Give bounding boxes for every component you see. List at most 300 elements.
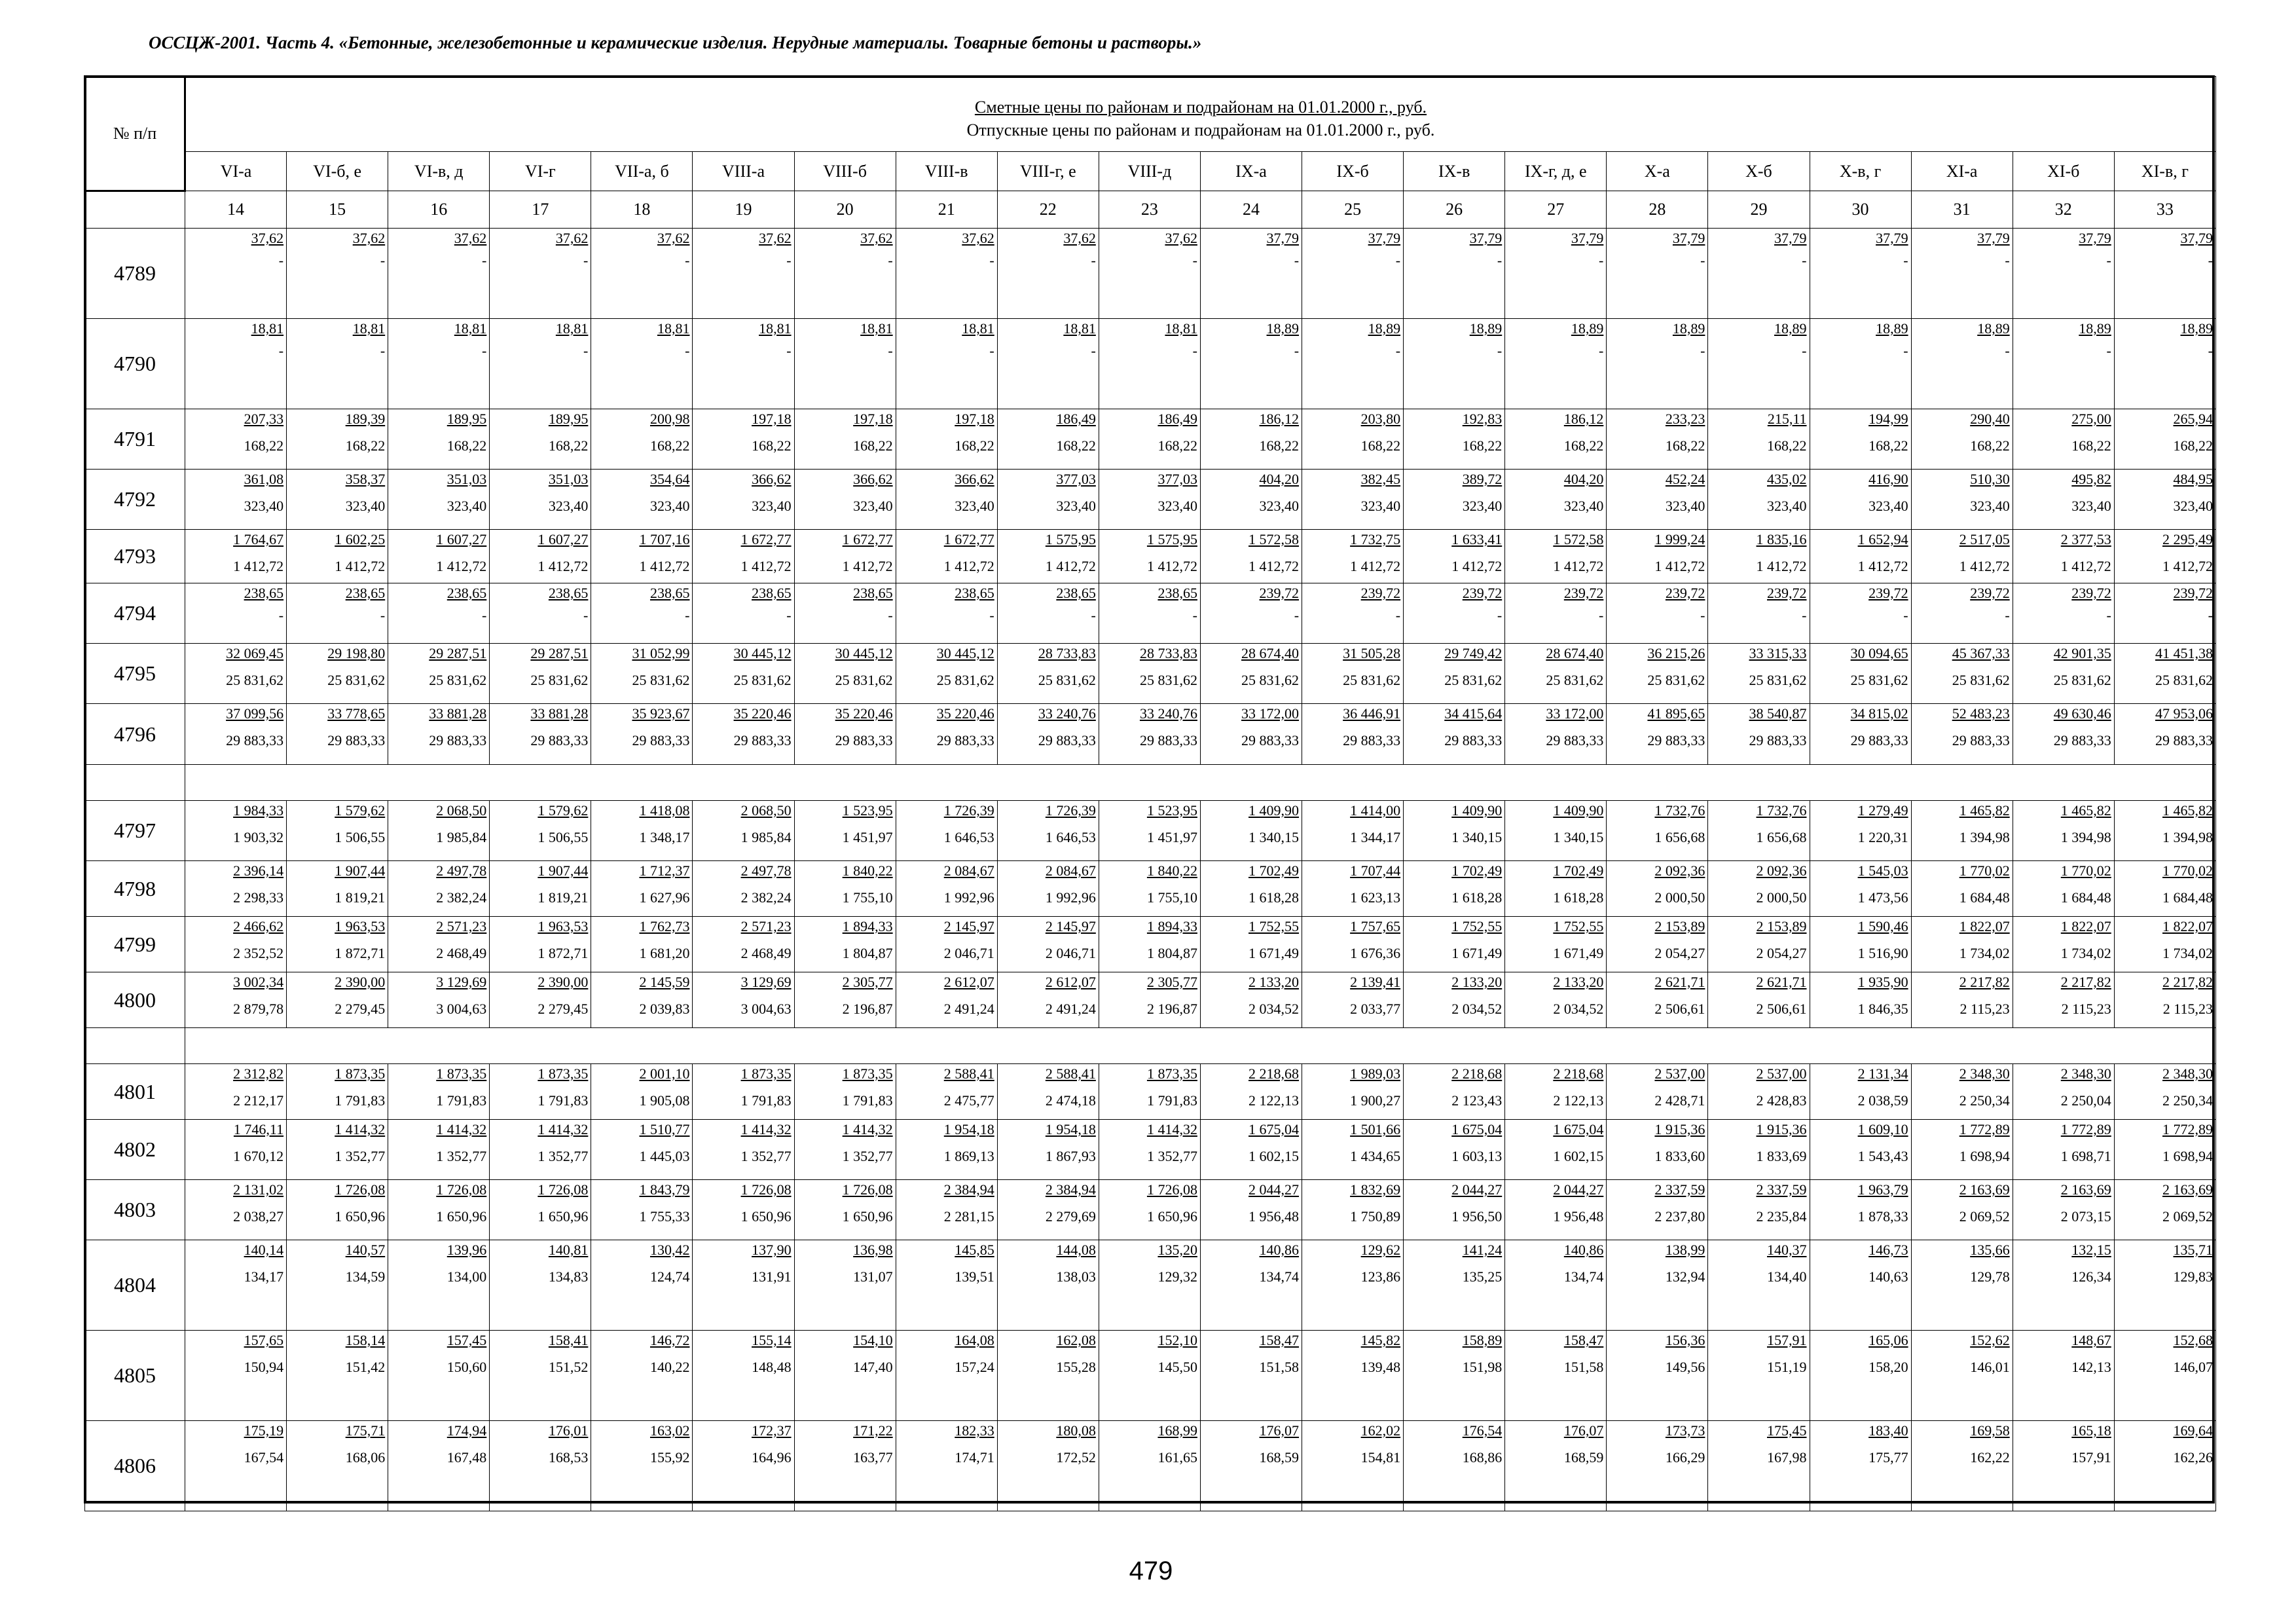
release-price: 167,48 — [446, 1449, 487, 1466]
price-cell — [693, 1120, 794, 1180]
price-cell — [388, 644, 490, 704]
release-price: 168,22 — [1056, 437, 1096, 454]
table-row — [85, 1180, 2216, 1240]
price-cell — [997, 972, 1099, 1028]
price-cell — [185, 1331, 287, 1421]
price-cell — [1200, 801, 1302, 861]
release-price: - — [1802, 252, 1807, 268]
release-price: 164,96 — [752, 1449, 792, 1466]
release-price: 1 506,55 — [335, 829, 386, 845]
estimated-price: 1 675,04 — [1248, 1121, 1300, 1137]
release-price: 2 046,71 — [1045, 945, 1096, 961]
release-price: 1 846,35 — [1857, 1001, 1908, 1017]
release-price: 2 000,50 — [1756, 889, 1807, 906]
release-price: 2 033,77 — [1350, 1001, 1401, 1017]
release-price: - — [583, 607, 589, 623]
release-price: 25 831,62 — [835, 672, 893, 688]
price-cell — [388, 1421, 490, 1511]
price-cell — [794, 704, 896, 765]
price-cell — [490, 644, 591, 704]
release-price: 2 382,24 — [740, 889, 792, 906]
price-cell — [896, 644, 997, 704]
estimated-price: 1 840,22 — [842, 862, 893, 879]
release-price: 154,81 — [1360, 1449, 1401, 1466]
table-row — [85, 409, 2216, 470]
release-price: 25 831,62 — [530, 672, 589, 688]
price-cell — [1302, 1180, 1404, 1240]
price-cell — [185, 861, 287, 917]
estimated-price: 361,08 — [244, 471, 284, 487]
release-price: 1 684,48 — [2162, 889, 2213, 906]
price-cell — [1505, 1331, 1607, 1421]
estimated-price: 158,89 — [1462, 1332, 1503, 1348]
region-header: IX-а — [1200, 152, 1302, 191]
price-cell — [997, 917, 1099, 972]
estimated-price: 137,90 — [752, 1242, 792, 1258]
table-row — [85, 644, 2216, 704]
estimated-price: 37,79 — [1469, 230, 1503, 246]
estimated-price: 36 215,26 — [1647, 645, 1705, 661]
estimated-price: 2 295,49 — [2162, 531, 2213, 547]
estimated-price: 37,79 — [1876, 230, 1908, 246]
price-cell — [1099, 1240, 1200, 1331]
estimated-price: 2 384,94 — [943, 1181, 994, 1198]
price-cell — [1607, 319, 1708, 409]
estimated-price: 2 337,59 — [1756, 1181, 1807, 1198]
release-price: 2 237,80 — [1654, 1208, 1705, 1225]
estimated-price: 35 220,46 — [936, 705, 994, 722]
estimated-price: 1 732,75 — [1350, 531, 1401, 547]
release-price: - — [481, 607, 487, 623]
row-number: 4800 — [85, 972, 185, 1028]
release-price: 25 831,62 — [2053, 672, 2111, 688]
release-price: 2 034,52 — [1553, 1001, 1604, 1017]
release-price: - — [1294, 607, 1300, 623]
price-cell — [1099, 917, 1200, 972]
price-cell — [693, 583, 794, 644]
estimated-price: 49 630,46 — [2053, 705, 2111, 722]
estimated-price: 351,03 — [446, 471, 487, 487]
estimated-price: 238,65 — [446, 585, 487, 601]
release-price: 29 883,33 — [2053, 732, 2111, 748]
price-cell — [1505, 644, 1607, 704]
estimated-price: 2 131,02 — [233, 1181, 284, 1198]
estimated-price: 2 517,05 — [1959, 531, 2010, 547]
price-cell — [1505, 972, 1607, 1028]
release-price: 1 352,77 — [740, 1148, 792, 1164]
release-price: 1 627,96 — [639, 889, 690, 906]
release-price: - — [1395, 342, 1401, 359]
estimated-price: 31 505,28 — [1343, 645, 1401, 661]
estimated-price: 238,65 — [955, 585, 994, 601]
estimated-price: 18,89 — [2079, 320, 2111, 337]
price-cell — [693, 1064, 794, 1120]
estimated-price: 2 133,20 — [1553, 974, 1604, 990]
release-price: 1 992,96 — [943, 889, 994, 906]
estimated-price: 1 726,08 — [538, 1181, 589, 1198]
estimated-price: 1 963,53 — [538, 918, 589, 934]
price-cell — [896, 1240, 997, 1331]
estimated-price: 1 575,95 — [1146, 531, 1197, 547]
price-cell — [1404, 704, 1505, 765]
release-price: 139,48 — [1360, 1359, 1401, 1375]
estimated-price: 18,81 — [860, 320, 893, 337]
release-price: 146,01 — [1970, 1359, 2010, 1375]
price-cell — [591, 530, 693, 583]
price-cell — [388, 1240, 490, 1331]
estimated-price: 30 094,65 — [1850, 645, 1908, 661]
estimated-price: 2 588,41 — [943, 1065, 994, 1082]
region-header-row — [85, 152, 2216, 191]
release-price: 168,22 — [1259, 437, 1300, 454]
row-number: 4802 — [85, 1120, 185, 1180]
price-cell — [287, 801, 388, 861]
release-price: 1 734,02 — [2162, 945, 2213, 961]
release-price: - — [786, 342, 792, 359]
row-number: 4792 — [85, 470, 185, 530]
estimated-price: 1 501,66 — [1350, 1121, 1401, 1137]
estimated-price: 35 923,67 — [632, 705, 690, 722]
price-cell — [1708, 972, 1810, 1028]
price-cell — [1810, 229, 1911, 319]
price-cell — [388, 917, 490, 972]
estimated-price: 41 895,65 — [1647, 705, 1705, 722]
release-price: 146,07 — [2173, 1359, 2213, 1375]
table-row — [85, 470, 2216, 530]
estimated-price: 33 881,28 — [530, 705, 589, 722]
price-cell — [1810, 972, 1911, 1028]
release-price: - — [278, 252, 284, 268]
estimated-price: 140,86 — [1259, 1242, 1300, 1258]
price-cell — [2013, 1120, 2114, 1180]
column-number: 14 — [185, 191, 287, 229]
price-cell — [1099, 1331, 1200, 1421]
estimated-price: 130,42 — [649, 1242, 690, 1258]
estimated-price: 18,81 — [1063, 320, 1096, 337]
release-price: 1 412,72 — [1451, 558, 1503, 574]
price-cell — [388, 583, 490, 644]
price-cell — [997, 861, 1099, 917]
estimated-price: 37,62 — [860, 230, 893, 246]
release-price: 1 618,28 — [1248, 889, 1300, 906]
price-cell — [490, 972, 591, 1028]
price-cell — [1302, 229, 1404, 319]
price-cell — [1200, 1240, 1302, 1331]
release-price: 1 734,02 — [1959, 945, 2010, 961]
price-cell — [1607, 644, 1708, 704]
estimated-price: 28 733,83 — [1139, 645, 1197, 661]
estimated-price: 3 002,34 — [233, 974, 284, 990]
release-price: 1 412,72 — [842, 558, 893, 574]
estimated-price: 174,94 — [446, 1422, 487, 1439]
estimated-price: 18,89 — [1266, 320, 1300, 337]
price-cell — [1404, 583, 1505, 644]
estimated-price: 29 749,42 — [1444, 645, 1503, 661]
price-cell — [1810, 1064, 1911, 1120]
estimated-price: 1 465,82 — [1959, 802, 2010, 819]
estimated-price: 197,18 — [955, 411, 994, 427]
release-price: 172,52 — [1056, 1449, 1096, 1466]
estimated-price: 2 044,27 — [1451, 1181, 1503, 1198]
release-price: 151,52 — [548, 1359, 589, 1375]
region-header: VI-в, д — [388, 152, 490, 191]
release-price: 29 883,33 — [1444, 732, 1503, 748]
release-price: 2 069,52 — [2162, 1208, 2213, 1225]
release-price: 168,22 — [649, 437, 690, 454]
price-cell — [2114, 1064, 2215, 1120]
column-number-empty — [85, 191, 185, 229]
release-price: - — [1091, 607, 1096, 623]
release-price: - — [1802, 342, 1807, 359]
estimated-price: 1 465,82 — [2060, 802, 2111, 819]
price-cell — [1099, 972, 1200, 1028]
estimated-price: 366,62 — [853, 471, 893, 487]
release-price: 1 956,48 — [1248, 1208, 1300, 1225]
price-cell — [287, 1240, 388, 1331]
price-cell — [2114, 1421, 2215, 1511]
estimated-price: 1 873,35 — [538, 1065, 589, 1082]
estimated-price: 484,95 — [2173, 471, 2213, 487]
price-cell — [1200, 1180, 1302, 1240]
estimated-price: 37,62 — [657, 230, 690, 246]
estimated-price: 2 068,50 — [436, 802, 487, 819]
estimated-price: 158,41 — [548, 1332, 589, 1348]
estimated-price: 37,79 — [2079, 230, 2111, 246]
price-cell — [693, 972, 794, 1028]
price-cell — [287, 1064, 388, 1120]
estimated-price: 1 843,79 — [639, 1181, 690, 1198]
price-cell — [2013, 229, 2114, 319]
price-cell — [1607, 1120, 1708, 1180]
release-price: - — [2005, 252, 2010, 268]
estimated-price: 2 084,67 — [1045, 862, 1096, 879]
price-cell — [1810, 644, 1911, 704]
estimated-price: 2 163,69 — [1959, 1181, 2010, 1198]
release-price: 1 656,68 — [1654, 829, 1705, 845]
estimated-price: 189,39 — [345, 411, 386, 427]
release-price: 1 340,15 — [1248, 829, 1300, 845]
estimated-price: 1 418,08 — [639, 802, 690, 819]
price-cell — [1505, 1421, 1607, 1511]
price-cell — [896, 409, 997, 470]
price-cell — [896, 801, 997, 861]
price-cell — [1505, 1180, 1607, 1240]
estimated-price: 18,81 — [1165, 320, 1197, 337]
column-number: 26 — [1404, 191, 1505, 229]
estimated-price: 18,81 — [454, 320, 487, 337]
release-price: 1 903,32 — [233, 829, 284, 845]
estimated-price: 1 414,32 — [538, 1121, 589, 1137]
price-cell — [490, 229, 591, 319]
estimated-price: 1 602,25 — [335, 531, 386, 547]
price-cell — [490, 319, 591, 409]
price-cell — [1302, 319, 1404, 409]
estimated-price: 33 172,00 — [1546, 705, 1604, 722]
release-price: 161,65 — [1157, 1449, 1197, 1466]
estimated-price: 239,72 — [1259, 585, 1300, 601]
release-price: 1 602,15 — [1553, 1148, 1604, 1164]
estimated-price: 1 772,89 — [1959, 1121, 2010, 1137]
release-price: 1 671,49 — [1553, 945, 1604, 961]
estimated-price: 1 414,00 — [1350, 802, 1401, 819]
estimated-price: 1 726,08 — [436, 1181, 487, 1198]
price-cell — [693, 409, 794, 470]
table-row — [85, 1331, 2216, 1421]
price-cell — [1708, 409, 1810, 470]
release-price: - — [1192, 607, 1197, 623]
estimated-price: 52 483,23 — [1952, 705, 2010, 722]
column-number: 25 — [1302, 191, 1404, 229]
price-cell — [1911, 972, 2013, 1028]
release-price: 1 956,50 — [1451, 1208, 1503, 1225]
estimated-price: 1 752,55 — [1553, 918, 1604, 934]
column-number: 33 — [2114, 191, 2215, 229]
price-cell — [1505, 470, 1607, 530]
release-price: 29 883,33 — [1139, 732, 1197, 748]
price-cell — [693, 801, 794, 861]
price-cell — [1911, 644, 2013, 704]
estimated-price: 171,22 — [853, 1422, 893, 1439]
estimated-price: 162,08 — [1056, 1332, 1096, 1348]
price-cell — [1607, 409, 1708, 470]
price-cell — [794, 917, 896, 972]
release-price: 150,60 — [446, 1359, 487, 1375]
price-cell — [1099, 583, 1200, 644]
price-cell — [1708, 1120, 1810, 1180]
estimated-price: 18,81 — [555, 320, 589, 337]
release-price: 2 115,23 — [2061, 1001, 2111, 1017]
price-cell — [1200, 583, 1302, 644]
price-cell — [997, 1240, 1099, 1331]
release-price: 2 250,34 — [1959, 1092, 2010, 1109]
price-cell — [185, 801, 287, 861]
release-price: 134,74 — [1259, 1268, 1300, 1285]
price-cell — [1404, 972, 1505, 1028]
release-price: 1 412,72 — [1045, 558, 1096, 574]
estimated-price: 35 220,46 — [733, 705, 792, 722]
release-price: 2 491,24 — [1045, 1001, 1096, 1017]
price-cell — [591, 1064, 693, 1120]
price-cell — [1607, 1331, 1708, 1421]
release-price: 1 412,72 — [538, 558, 589, 574]
price-cell — [1708, 1421, 1810, 1511]
price-cell — [1911, 917, 2013, 972]
release-price: 323,40 — [1665, 498, 1705, 514]
price-cell — [1302, 1331, 1404, 1421]
price-cell — [1302, 409, 1404, 470]
price-cell — [1708, 704, 1810, 765]
estimated-price: 2 571,23 — [740, 918, 792, 934]
column-number: 21 — [896, 191, 997, 229]
price-cell — [1911, 229, 2013, 319]
release-price: 1 650,96 — [1146, 1208, 1197, 1225]
table-row — [85, 319, 2216, 409]
release-price: 1 412,72 — [2060, 558, 2111, 574]
price-cell — [896, 1421, 997, 1511]
release-price: - — [1598, 342, 1604, 359]
release-price: 323,40 — [1259, 498, 1300, 514]
estimated-price: 1 772,89 — [2162, 1121, 2213, 1137]
price-cell — [490, 917, 591, 972]
region-header: VIII-г, е — [997, 152, 1099, 191]
release-price: 2 298,33 — [233, 889, 284, 906]
release-price: - — [583, 252, 589, 268]
price-cell — [1302, 583, 1404, 644]
estimated-price: 1 873,35 — [436, 1065, 487, 1082]
row-number: 4790 — [85, 319, 185, 409]
price-cell — [1810, 801, 1911, 861]
estimated-price: 2 044,27 — [1248, 1181, 1300, 1198]
release-price: 2 122,13 — [1553, 1092, 1604, 1109]
table-row — [85, 801, 2216, 861]
table-row — [85, 229, 2216, 319]
estimated-price: 2 068,50 — [740, 802, 792, 819]
price-cell — [794, 319, 896, 409]
region-header: X-б — [1708, 152, 1810, 191]
estimated-price: 275,00 — [2071, 411, 2111, 427]
price-cell — [185, 530, 287, 583]
column-number: 23 — [1099, 191, 1200, 229]
price-cell — [287, 644, 388, 704]
price-cell — [1911, 470, 2013, 530]
price-cell — [1607, 972, 1708, 1028]
release-price: 1 804,87 — [1146, 945, 1197, 961]
price-cell — [2013, 470, 2114, 530]
column-number: 24 — [1200, 191, 1302, 229]
estimated-price: 18,81 — [251, 320, 284, 337]
release-price: - — [1700, 342, 1705, 359]
price-cell — [997, 1064, 1099, 1120]
estimated-price: 197,18 — [853, 411, 893, 427]
release-price: 1 698,94 — [1959, 1148, 2010, 1164]
estimated-price: 1 702,49 — [1451, 862, 1503, 879]
release-price: 2 034,52 — [1248, 1001, 1300, 1017]
release-price: 2 475,77 — [943, 1092, 994, 1109]
estimated-price: 129,62 — [1360, 1242, 1401, 1258]
price-cell — [1708, 319, 1810, 409]
price-cell — [1708, 917, 1810, 972]
price-cell — [490, 1240, 591, 1331]
release-price: 1 804,87 — [842, 945, 893, 961]
price-cell — [997, 583, 1099, 644]
estimated-price: 176,54 — [1462, 1422, 1503, 1439]
price-cell — [2013, 1180, 2114, 1240]
price-cell — [997, 644, 1099, 704]
estimated-price: 2 612,07 — [943, 974, 994, 990]
price-cell — [591, 319, 693, 409]
blank-cell — [185, 765, 2216, 801]
price-cell — [896, 972, 997, 1028]
estimated-price: 37,62 — [962, 230, 994, 246]
release-price: 1 646,53 — [943, 829, 994, 845]
num-header: № п/п — [85, 77, 185, 191]
estimated-price: 416,90 — [1868, 471, 1908, 487]
estimated-price: 1 672,77 — [842, 531, 893, 547]
release-price: 168,22 — [1462, 437, 1503, 454]
column-number: 19 — [693, 191, 794, 229]
release-price: 151,58 — [1563, 1359, 1604, 1375]
release-price: 2 000,50 — [1654, 889, 1705, 906]
price-cell — [1302, 704, 1404, 765]
release-price: 168,22 — [446, 437, 487, 454]
release-price: 2 250,04 — [2060, 1092, 2111, 1109]
release-price: - — [1395, 607, 1401, 623]
price-cell — [1810, 319, 1911, 409]
estimated-price: 140,81 — [548, 1242, 589, 1258]
release-price: 167,98 — [1767, 1449, 1807, 1466]
estimated-price: 157,45 — [446, 1332, 487, 1348]
estimated-price: 194,99 — [1868, 411, 1908, 427]
